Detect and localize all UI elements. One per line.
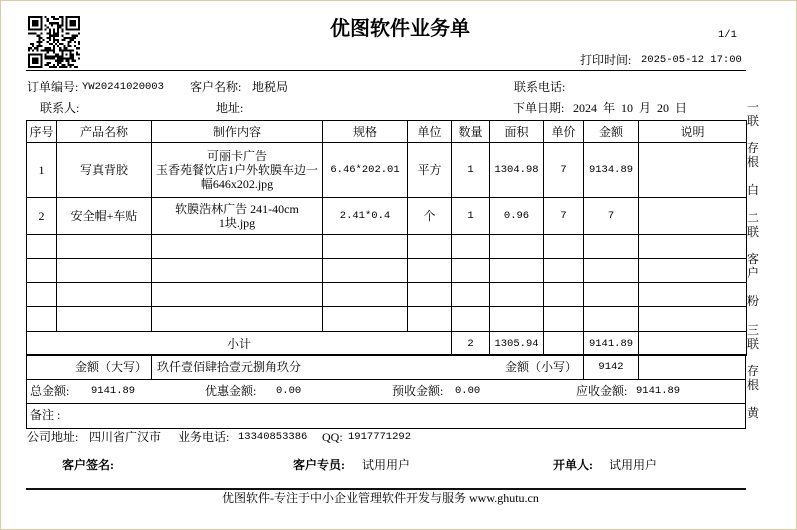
table-row (27, 198, 747, 235)
item-spec: 2.41*0.4 (323, 198, 408, 235)
empty-cell (27, 235, 57, 259)
page-indicator: 1/1 (718, 29, 737, 41)
empty-cell (639, 259, 747, 283)
subtotal-area: 1305.94 (490, 332, 544, 356)
company-phone-label: 业务电话: (178, 430, 230, 444)
col-header-spec: 规格 (323, 121, 408, 143)
summary-block (26, 354, 746, 429)
empty-row (27, 259, 747, 283)
order-date-value: 2024 年 10 月 20 日 (573, 101, 688, 115)
subtotal-price (544, 332, 584, 356)
item-spec: 6.46*202.01 (323, 143, 408, 198)
empty-cell (408, 283, 452, 307)
empty-cell (408, 307, 452, 332)
copy-3-number: 三联 (747, 323, 760, 351)
company-phone-value: 13340853386 (238, 431, 308, 443)
copy-1-number: 一联 (747, 100, 760, 128)
empty-cell (323, 235, 408, 259)
order-no-value: YW20241020003 (82, 81, 164, 93)
qr-modules (28, 16, 80, 68)
col-header-amount: 金额 (584, 121, 639, 143)
subtotal-qty: 2 (452, 332, 490, 356)
empty-cell (323, 259, 408, 283)
amount-upper-label: 金额（大写） (27, 356, 152, 379)
copy-2-kind: 客户 (747, 252, 760, 280)
empty-cell (639, 283, 747, 307)
item-unit: 平方 (408, 143, 452, 198)
empty-cell (584, 235, 639, 259)
sales-rep-label: 客户专员: (293, 458, 345, 472)
empty-cell (408, 235, 452, 259)
amount-lower-label: 金额（小写） (505, 360, 578, 374)
item-amount: 9134.89 (584, 143, 639, 198)
item-content-line: 可丽卡广告 (206, 149, 267, 163)
prepaid-label: 预收金额: (392, 384, 444, 398)
item-qty: 1 (452, 198, 490, 235)
copy-3-kind: 存根 (747, 364, 760, 392)
item-area: 1304.98 (490, 143, 544, 198)
header-divider (26, 70, 746, 71)
issuer-value: 试用用户 (609, 458, 658, 472)
copy-2-number: 二联 (747, 211, 760, 239)
amount-upper-value: 玖仟壹佰肆拾壹元捌角玖分 (157, 360, 302, 374)
empty-cell (490, 235, 544, 259)
item-content-line: 软膜浩林广告 241-40cm (175, 202, 299, 216)
item-content-line: 1块.jpg (218, 216, 256, 230)
empty-cell (490, 307, 544, 332)
empty-cell (584, 307, 639, 332)
empty-cell (490, 259, 544, 283)
col-header-qty: 数量 (452, 121, 490, 143)
item-price: 7 (544, 143, 584, 198)
item-qty: 1 (452, 143, 490, 198)
subtotal-amount: 9141.89 (584, 332, 639, 356)
copy-3-color: 黄 (747, 406, 760, 420)
empty-cell (544, 235, 584, 259)
empty-cell (57, 235, 152, 259)
remark-label: 备注 : (30, 408, 61, 422)
item-content (152, 198, 323, 235)
table-header-row (27, 121, 747, 143)
footer-slogan: 优图软件-专注于中小企业管理软件开发与服务 www.ghutu.cn (222, 491, 539, 505)
copy-1-kind: 存根 (747, 141, 760, 169)
item-content-line: 玉香苑餐饮店1户外软膜车边一 (155, 163, 318, 177)
item-no: 2 (27, 198, 57, 235)
col-header-note: 说明 (639, 121, 747, 143)
subtotal-label: 小计 (27, 332, 452, 356)
table-row (27, 143, 747, 198)
order-date-label: 下单日期: (513, 101, 565, 115)
address-label: 地址: (216, 101, 244, 115)
empty-cell (639, 307, 747, 332)
item-price: 7 (544, 198, 584, 235)
prepaid-value: 0.00 (455, 385, 481, 397)
empty-cell (584, 283, 639, 307)
document-title: 优图软件业务单 (330, 18, 470, 40)
customer-signature-label: 客户签名: (62, 458, 114, 472)
receivable-value: 9141.89 (636, 385, 681, 397)
empty-cell (57, 283, 152, 307)
total-value: 9141.89 (91, 385, 136, 397)
order-no-label: 订单编号: (27, 80, 79, 94)
empty-cell (544, 259, 584, 283)
empty-cell (323, 283, 408, 307)
col-header-content: 制作内容 (152, 121, 323, 143)
amount-row (27, 356, 745, 380)
empty-cell (639, 235, 747, 259)
empty-cell (27, 307, 57, 332)
issuer-label: 开单人: (553, 458, 593, 472)
sales-rep-value: 试用用户 (362, 458, 411, 472)
empty-cell (57, 307, 152, 332)
discount-label: 优惠金额: (205, 384, 257, 398)
col-header-no: 序号 (27, 121, 57, 143)
item-note (639, 143, 747, 198)
print-time-value: 2025-05-12 17:00 (641, 54, 742, 66)
empty-cell (152, 283, 323, 307)
contact-person-label: 联系人: (40, 101, 80, 115)
empty-cell (27, 259, 57, 283)
col-header-product: 产品名称 (57, 121, 152, 143)
company-qq-label: QQ: (322, 430, 343, 444)
item-amount: 7 (584, 198, 639, 235)
empty-cell (452, 259, 490, 283)
item-content (152, 143, 323, 198)
item-no: 1 (27, 143, 57, 198)
copy-1-color: 白 (747, 183, 760, 197)
customer-value: 地税局 (252, 80, 289, 94)
qr-code (28, 16, 80, 68)
amount-lower-value: 9142 (583, 356, 639, 379)
empty-row (27, 283, 747, 307)
customer-label: 客户名称: (190, 80, 242, 94)
subtotal-row (27, 332, 747, 356)
item-product: 写真背胶 (57, 143, 152, 198)
item-content-line: 幅646x202.jpg (200, 177, 274, 191)
empty-cell (452, 283, 490, 307)
empty-row (27, 235, 747, 259)
empty-cell (152, 235, 323, 259)
items-table (26, 120, 747, 356)
empty-cell (27, 283, 57, 307)
item-area: 0.96 (490, 198, 544, 235)
empty-cell (544, 307, 584, 332)
item-product: 安全帽+车贴 (57, 198, 152, 235)
company-qq-value: 1917771292 (348, 431, 412, 443)
copy-2-color: 粉 (747, 294, 760, 308)
empty-cell (57, 259, 152, 283)
company-address-value: 四川省广汉市 (89, 430, 162, 444)
empty-cell (408, 259, 452, 283)
empty-cell (152, 259, 323, 283)
item-note (639, 198, 747, 235)
item-unit: 个 (408, 198, 452, 235)
empty-row (27, 307, 747, 332)
company-address-label: 公司地址: (27, 430, 79, 444)
empty-cell (452, 307, 490, 332)
empty-cell (544, 283, 584, 307)
empty-cell (584, 259, 639, 283)
discount-value: 0.00 (276, 385, 302, 397)
totals-row (27, 380, 745, 404)
subtotal-note (639, 332, 747, 356)
remark-row (27, 404, 745, 428)
empty-cell (152, 307, 323, 332)
empty-cell (490, 283, 544, 307)
col-header-price: 单价 (544, 121, 584, 143)
col-header-area: 面积 (490, 121, 544, 143)
empty-cell (323, 307, 408, 332)
col-header-unit: 单位 (408, 121, 452, 143)
print-time-label: 打印时间: (580, 53, 632, 67)
footer-divider (26, 488, 746, 490)
empty-cell (452, 235, 490, 259)
contact-phone-label: 联系电话: (514, 80, 566, 94)
total-label: 总金额: (30, 384, 70, 398)
receivable-label: 应收金额: (576, 384, 628, 398)
